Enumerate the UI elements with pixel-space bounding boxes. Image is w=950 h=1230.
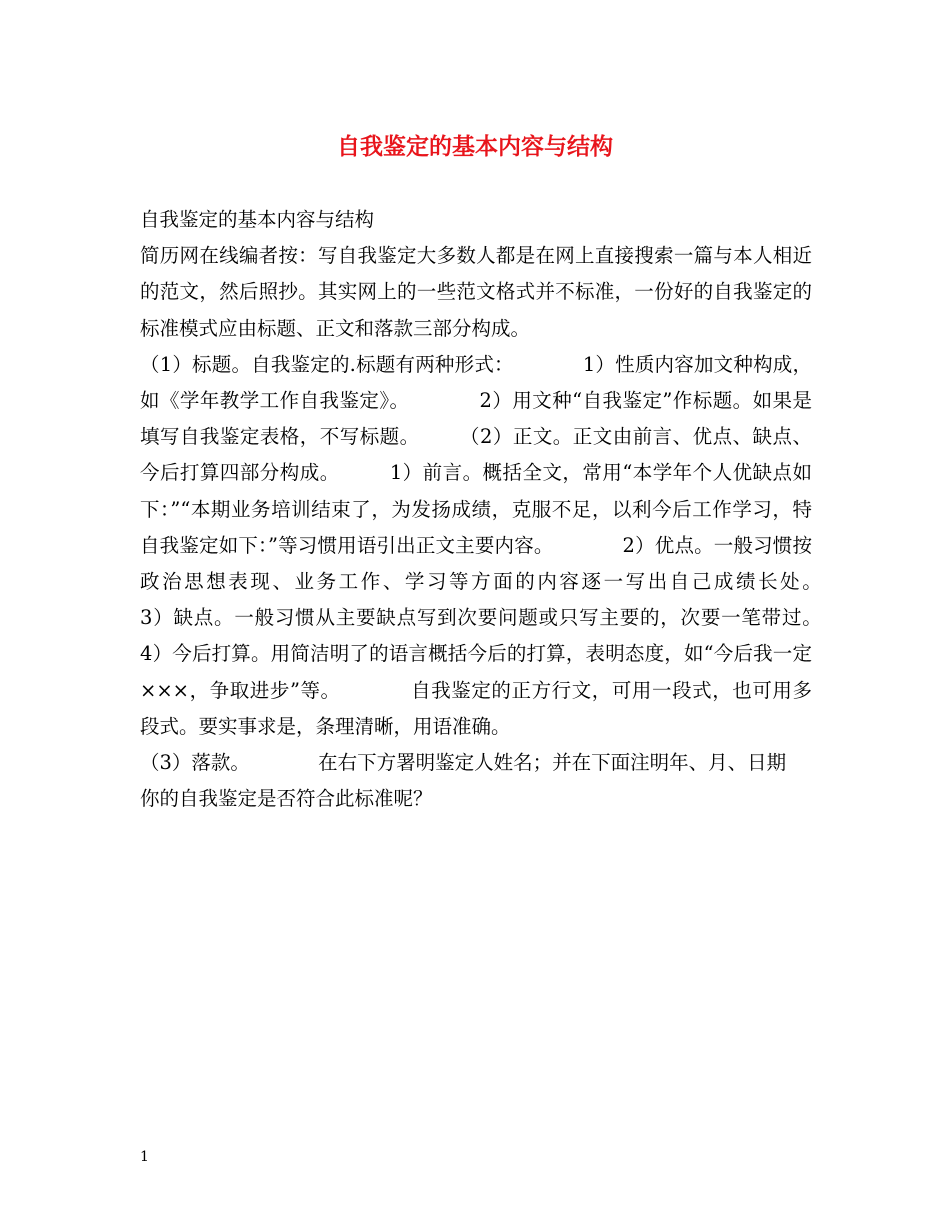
page-number: 1 (140, 1149, 149, 1165)
paragraph-subtitle: 自我鉴定的基本内容与结构 (140, 208, 375, 231)
paragraph-closing: 你的自我鉴定是否符合此标准呢？ (140, 787, 433, 811)
document-title: 自我鉴定的基本内容与结构 (337, 133, 613, 160)
document-body (140, 202, 891, 817)
paragraph-intro: 简历网在线编者按：写自我鉴定大多数人都是在网上直接搜索一篇与本人相近的范文，然后照抄。其实网上的一些范文格式并不标准，一份好的自我鉴定的标准模式应由标题、正文和落款三部分构成。 (140, 244, 812, 340)
paragraph-main: （1）标题。自我鉴定的.标题有两种形式： 1）性质内容加文种构成，如《学年教学工作自我鉴定》。 2）用文种“自我鉴定”作标题。如果是填写自我鉴定表格，不写标题。 （2）正文。正文由前言、优点、缺点、今后打算四部分构成。 1）前言。概括全文，常用“本学年个人优缺点如下：”“本期业务培训结束了，为发扬成绩，克服不足，以利今后工作学习，特自我鉴定如下：”等习惯用语引出正文主要内容。 2）优点。一般习惯按政治思想表现、业务工作、学习等方面的内容逐一写出自己成绩长处。 3）缺点。一般习惯从主要缺点写到次要问题或只写主要的，次要一笔带过。 4）今后打算。用简洁明了的语言概括今后的打算，表明态度，如“今后我一定×××，争取进步”等。 自我鉴定的正方行文，可用一段式，也可用多段式。要实事求是，条理清晰，用语准确。 (140, 352, 891, 738)
paragraph-signature: （3）落款。 在右下方署明鉴定人姓名；并在下面注明年、月、日期 (140, 751, 787, 775)
